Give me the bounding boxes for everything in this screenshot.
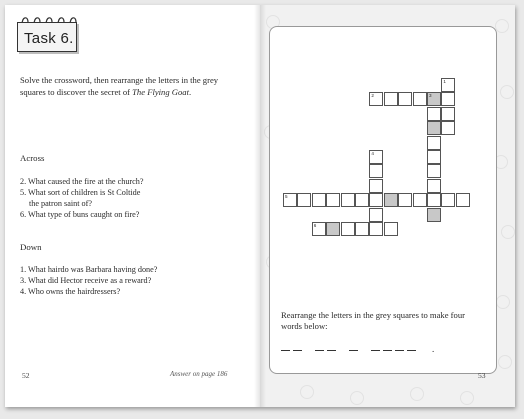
letter-blank[interactable] xyxy=(315,350,324,351)
crossword-cell[interactable] xyxy=(297,193,311,207)
letter-blank[interactable] xyxy=(327,350,336,351)
crossword-cell[interactable] xyxy=(341,222,355,236)
crossword-cell[interactable] xyxy=(369,150,383,164)
crossword-cell[interactable] xyxy=(441,107,455,121)
background-pattern-icon xyxy=(495,19,509,33)
crossword-cell[interactable] xyxy=(441,193,455,207)
rearrange-instruction: Rearrange the letters in the grey squares to make four words below: xyxy=(281,310,465,331)
background-pattern-icon xyxy=(501,225,515,239)
down-clue-4: 4. Who owns the hairdressers? xyxy=(20,287,121,296)
letter-blank[interactable] xyxy=(281,350,290,351)
down-heading: Down xyxy=(20,242,42,252)
crossword-cell[interactable] xyxy=(369,222,383,236)
crossword-cell-grey[interactable] xyxy=(427,121,441,135)
background-pattern-icon xyxy=(410,387,424,401)
crossword-cell[interactable] xyxy=(312,193,326,207)
crossword-cell[interactable] xyxy=(326,193,340,207)
crossword-cell[interactable] xyxy=(369,208,383,222)
crossword-cell[interactable] xyxy=(369,164,383,178)
intro-end: . xyxy=(188,87,192,97)
background-pattern-icon xyxy=(498,355,512,369)
intro-text-main: Solve the crossword, then rearrange the letters in the grey squares to discover the secret of xyxy=(20,75,219,97)
crossword-cell[interactable] xyxy=(427,136,441,150)
background-pattern-icon xyxy=(350,391,364,405)
crossword-cell[interactable] xyxy=(441,121,455,135)
task-title: Task 6. xyxy=(24,30,74,47)
letter-blank[interactable] xyxy=(349,350,358,351)
crossword-cell[interactable] xyxy=(413,193,427,207)
crossword-cell[interactable] xyxy=(384,92,398,106)
answer-note: Answer on page 186 xyxy=(170,370,228,378)
background-pattern-icon xyxy=(300,385,314,399)
background-pattern-icon xyxy=(500,85,514,99)
across-heading: Across xyxy=(20,153,45,163)
down-clue-1: 1. What hairdo was Barbara having done? xyxy=(20,265,158,274)
across-clue-6: 6. What type of buns caught on fire? xyxy=(20,210,140,219)
crossword-cell[interactable] xyxy=(441,78,455,92)
crossword-cell[interactable] xyxy=(441,92,455,106)
clue-number: 2 xyxy=(371,93,374,99)
clue-number: 1 xyxy=(443,79,446,84)
intro-book-title: The Flying Goat xyxy=(132,87,189,97)
letter-blank[interactable] xyxy=(383,350,392,351)
page-number-left: 52 xyxy=(22,371,30,380)
letter-blank[interactable] xyxy=(395,350,404,351)
crossword-cell-grey[interactable] xyxy=(427,208,441,222)
clue-number: 3 xyxy=(429,93,432,99)
crossword-cell[interactable] xyxy=(369,179,383,193)
across-clue-5-cont: the patron saint of? xyxy=(29,199,92,208)
crossword-cell-grey[interactable] xyxy=(384,193,398,207)
crossword-cell[interactable] xyxy=(427,179,441,193)
crossword-cell[interactable] xyxy=(398,193,412,207)
answer-end-dot: . xyxy=(432,344,435,354)
crossword-cell[interactable] xyxy=(413,92,427,106)
crossword-cell[interactable] xyxy=(427,164,441,178)
crossword-cell[interactable] xyxy=(427,193,441,207)
background-pattern-icon xyxy=(460,391,474,405)
crossword-cell-grey[interactable] xyxy=(326,222,340,236)
clue-number: 5 xyxy=(285,194,288,200)
letter-blank[interactable] xyxy=(407,350,416,351)
crossword-cell[interactable] xyxy=(355,222,369,236)
background-pattern-icon xyxy=(496,295,510,309)
letter-blank[interactable] xyxy=(293,350,302,351)
crossword-cell-grey[interactable] xyxy=(427,92,441,106)
crossword-cell[interactable] xyxy=(312,222,326,236)
across-clue-5: 5. What sort of children is St Coltide xyxy=(20,188,141,197)
crossword-cell[interactable] xyxy=(456,193,470,207)
crossword-cell[interactable] xyxy=(427,150,441,164)
intro-text xyxy=(20,74,230,98)
crossword-cell[interactable] xyxy=(369,92,383,106)
clue-number: 4 xyxy=(371,151,374,156)
letter-blank[interactable] xyxy=(371,350,380,351)
crossword-cell[interactable] xyxy=(427,107,441,121)
crossword-cell[interactable] xyxy=(384,222,398,236)
crossword-cell[interactable] xyxy=(398,92,412,106)
crossword-cell[interactable] xyxy=(341,193,355,207)
crossword-cell[interactable] xyxy=(283,193,297,207)
page-number-right: 53 xyxy=(478,371,486,380)
clue-number: 6 xyxy=(313,223,317,228)
crossword-cell[interactable] xyxy=(369,193,383,207)
page-gutter xyxy=(254,5,266,407)
crossword-cell[interactable] xyxy=(355,193,369,207)
across-clue-2: 2. What caused the fire at the church? xyxy=(20,177,144,186)
down-clue-3: 3. What did Hector receive as a reward? xyxy=(20,276,152,285)
